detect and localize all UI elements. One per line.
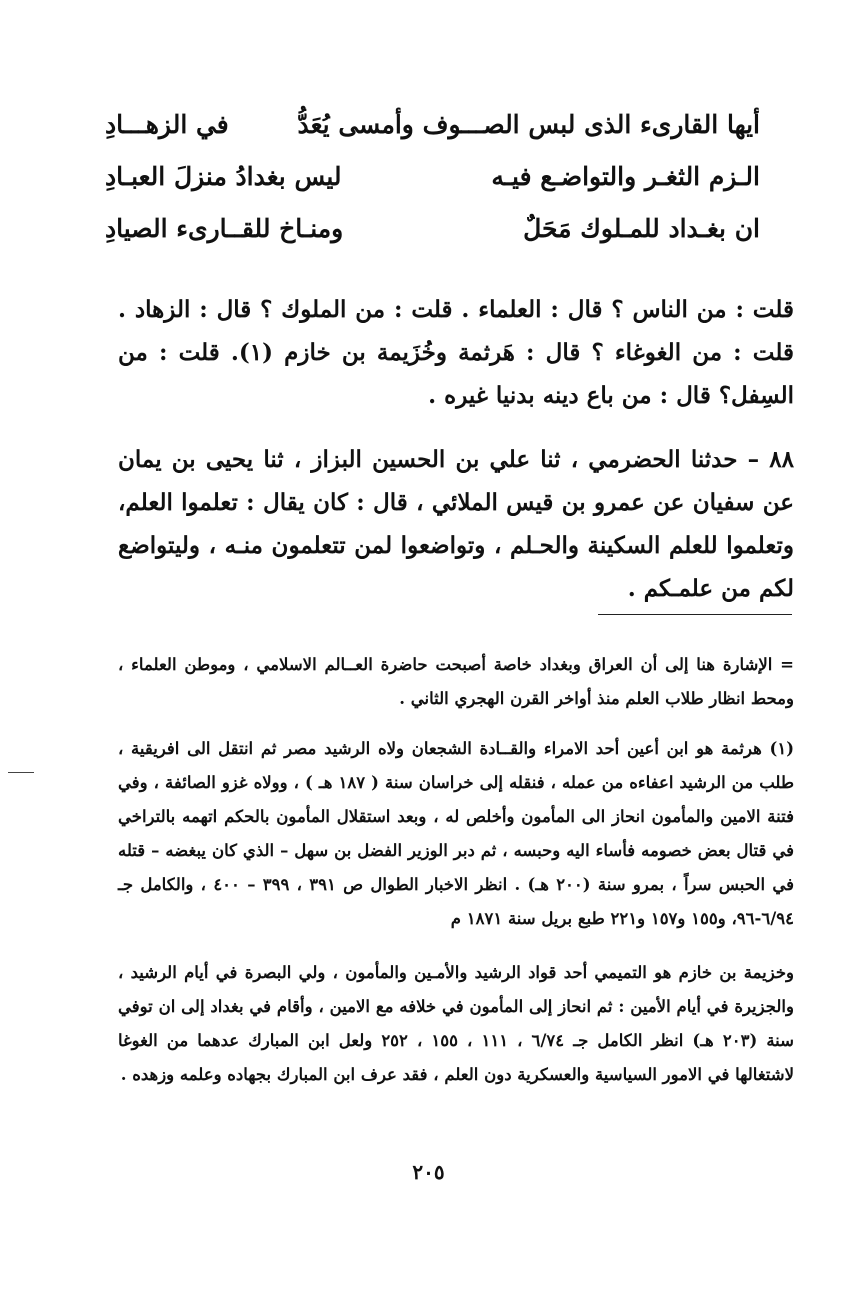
footnote-1-continued <box>118 956 794 1092</box>
dialogue-paragraph <box>118 288 794 417</box>
footnote-text: = الإشارة هنا إلى أن العراق وبغداد خاصة أصبحت حاضرة العــالم الاسلامي ، وموطن العلماء ، ومحط انظار طلاب العلم منذ أواخر القرن الهجري الثاني . <box>118 655 794 708</box>
poem-verse <box>105 110 760 162</box>
hadith-paragraph-88 <box>118 438 794 610</box>
verse-first-hemistich: الـزم الثغـر والتواضـع فيـه <box>491 162 760 191</box>
footnote-1 <box>118 732 794 936</box>
poem-block <box>105 110 760 266</box>
footnote-separator <box>598 614 792 615</box>
paragraph-text: قلت : من الناس ؟ قال : العلماء . قلت : من الملوك ؟ قال : الزهاد . قلت : من الغوغاء ؟ قال : هَرثمة وخُزَيمة بن خازم (١). قلت : من السِفل؟ قال : من باع دينه بدنيا غيره . <box>118 296 794 409</box>
verse-second-hemistich: ليس بغدادُ منزلَ العبـادِ <box>105 162 342 191</box>
poem-verse <box>105 162 760 214</box>
verse-second-hemistich: ومنـاخ للقــارىء الصيادِ <box>105 214 344 243</box>
poem-verse <box>105 214 760 266</box>
verse-second-hemistich: في الزهـــادِ <box>105 110 229 139</box>
verse-first-hemistich: ان بغـداد للمـلوك مَحَلٌ <box>523 214 760 243</box>
footnote-text: وخزيمة بن خازم هو التميمي أحد قواد الرشيد والأمـين والمأمون ، ولي البصرة في أيام الرشيد ، والجزيرة في أيام الأمين : ثم انحاز إلى المأمون في خلافه مع الامين ، وأقام في بغداد إلى ان توفي سنة (٢٠٣ هـ) انظر الكامل جـ ٦/٧٤ ، ١١١ ، ١٥٥ ، ٢٥٢ ولعل ابن المبارك عدهما من الغوغا لاشتغالها في الامور السياسية والعسكرية دون العلم ، فقد عرف ابن المبارك بجهاده وعلمه وزهده . <box>118 963 794 1084</box>
footnote-text: (١) هرثمة هو ابن أعين أحد الامراء والقــادة الشجعان ولاه الرشيد مصر ثم انتقل الى افريقية ، طلب من الرشيد اعفاءه من عمله ، فنقله إلى خراسان سنة ( ١٨٧ هـ ) ، وولاه غزو الصائفة ، وفي فتنة الامين والمأمون انحاز الى المأمون وأخلص له ، وبعد استقلال المأمون بالحكم اتهمه بالتراخي في قتال بعض خصومه فأساء اليه وحبسه ، ثم دبر الوزير الفضل بن سهل – الذي كان يبغضه – قتله في الحبس سراً ، بمرو سنة (٢٠٠ هـ) . انظر الاخبار الطوال ص ٣٩١ ، ٣٩٩ – ٤٠٠ ، والكامل جـ ٦/٩٤-٩٦، و١٥٥ و١٥٧ و٢٢١ طبع بريل سنة ١٨٧١ م <box>118 739 794 928</box>
page-number: ٢٠٥ <box>412 1160 445 1184</box>
verse-first-hemistich: أيها القارىء الذى لبس الصـــوف وأمسى يُعَدُّ <box>297 110 760 139</box>
margin-scan-mark <box>8 772 34 773</box>
footnote-continuation <box>118 648 794 716</box>
paragraph-text: ٨٨ – حدثنا الحضرمي ، ثنا علي بن الحسين البزاز ، ثنا يحيى بن يمان عن سفيان عن عمرو بن قيس الملائي ، قال : كان يقال : تعلموا العلم، وتعلموا للعلم السكينة والحـلم ، وتواضعوا لمن تتعلمون منـه ، وليتواضع لكم من علمـكم . <box>118 446 794 602</box>
